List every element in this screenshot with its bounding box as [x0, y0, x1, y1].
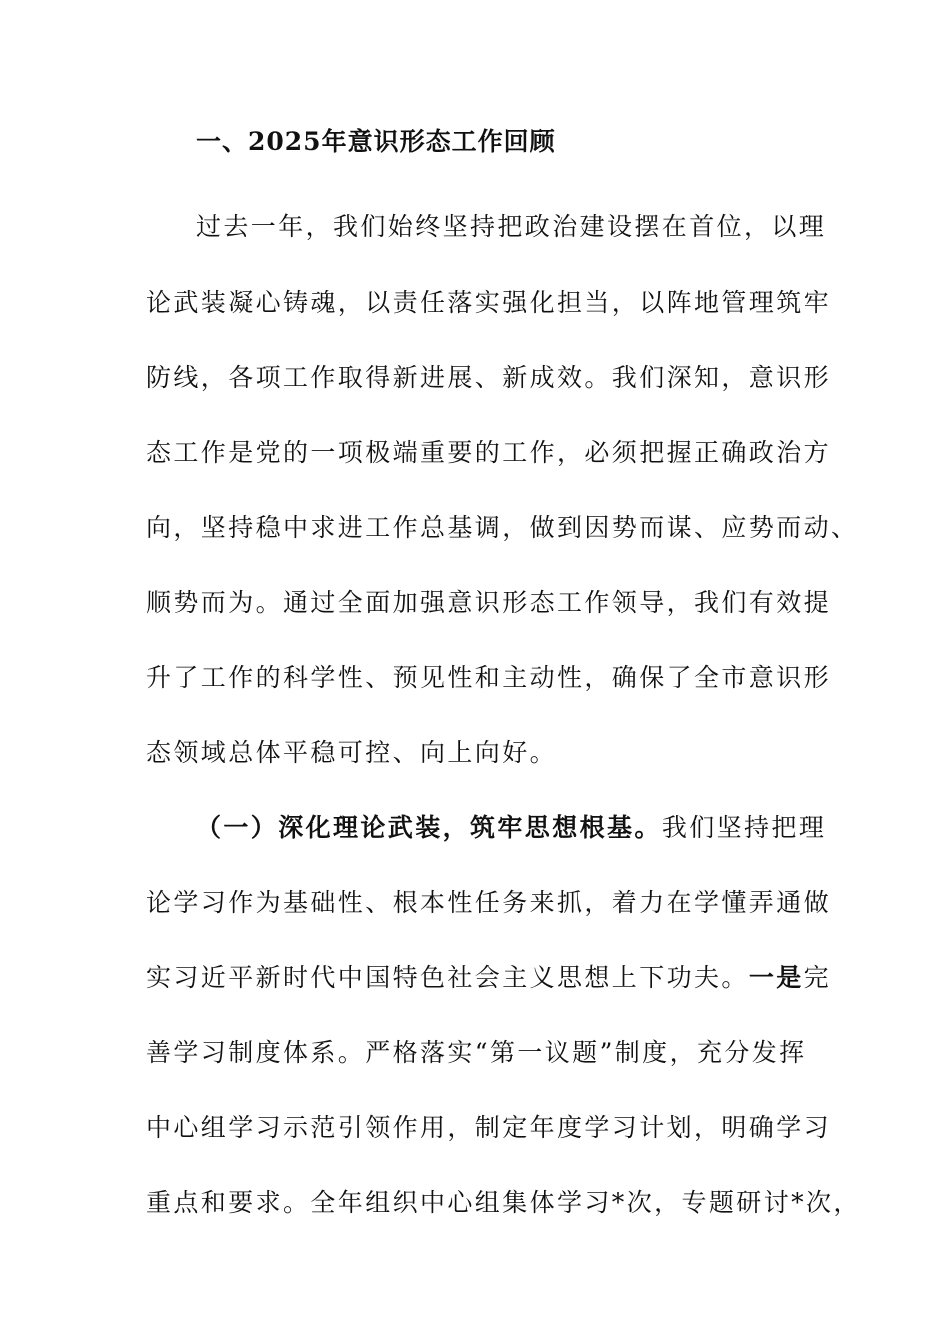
paragraph-line: 顺势而为。通过全面加强意识形态工作领导，我们有效提 [146, 588, 832, 617]
paragraph-line: 态领域总体平稳可控、向上向好。 [146, 738, 558, 767]
paragraph-line: 向，坚持稳中求进工作总基调，做到因势而谋、应势而动、 [146, 513, 859, 542]
paragraph-line: 过去一年，我们始终坚持把政治建设摆在首位，以理 [196, 212, 827, 241]
paragraph-line: 论学习作为基础性、根本性任务来抓，着力在学懂弄通做 [146, 888, 832, 917]
paragraph-line: 重点和要求。全年组织中心组集体学习*次，专题研讨*次， [146, 1188, 861, 1217]
paragraph-line: 防线，各项工作取得新进展、新成效。我们深知，意识形 [146, 363, 832, 392]
paragraph-line: 论武装凝心铸魂，以责任落实强化担当，以阵地管理筑牢 [146, 288, 832, 317]
paragraph-line [146, 958, 831, 994]
subsection-text: 我们坚持把理 [661, 813, 827, 842]
subsection-title: （一）深化理论武装，筑牢思想根基。 [196, 813, 662, 842]
paragraph-line: 态工作是党的一项极端重要的工作，必须把握正确政治方 [146, 438, 832, 467]
subsection-first-line [196, 808, 826, 844]
paragraph-text: 完 [803, 963, 832, 992]
paragraph-line: 中心组学习示范引领作用，制定年度学习计划，明确学习 [146, 1113, 832, 1142]
paragraph-line: 升了工作的科学性、预见性和主动性，确保了全市意识形 [146, 663, 832, 692]
section-heading: 一、2025年意识形态工作回顾 [196, 127, 556, 156]
list-marker: 一是 [748, 963, 804, 992]
paragraph-line: 善学习制度体系。严格落实“第一议题”制度，充分发挥 [146, 1038, 807, 1067]
paragraph-text: 实习近平新时代中国特色社会主义思想上下功夫。 [146, 963, 749, 992]
